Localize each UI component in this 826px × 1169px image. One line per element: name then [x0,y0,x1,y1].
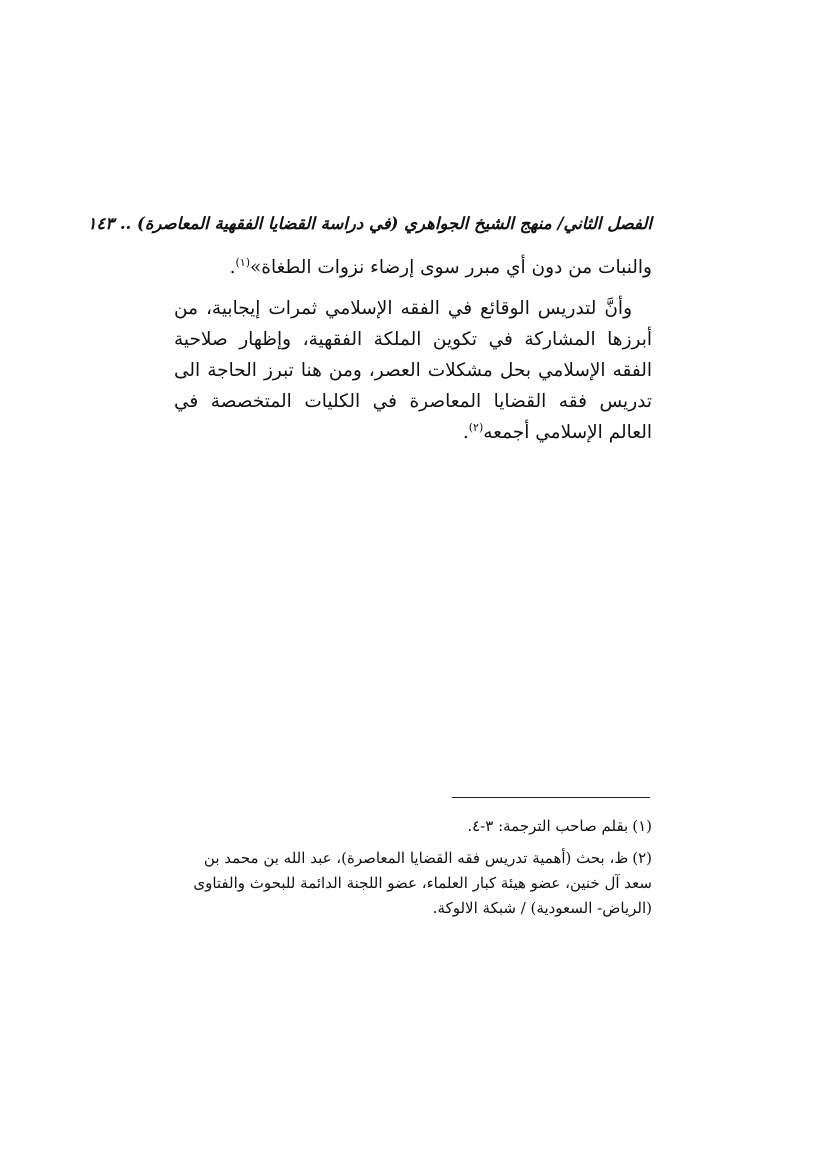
continuation-text: والنبات من دون أي مبرر سوى إرضاء نزوات الطغاة» [249,257,652,278]
footnote-text: بقلم صاحب الترجمة: ٣-٤. [467,817,629,835]
chapter-title: الفصل الثاني/ منهج الشيخ الجواهري (في دراسة القضايا الفقهية المعاصرة) .. [119,214,652,233]
sentence-end: . [229,257,236,278]
footnote-number: (٢) [632,849,652,867]
main-text [174,252,652,448]
footnote-number: (١) [632,817,652,835]
footnote-separator [452,797,650,798]
footnote-2 [174,846,652,921]
footnote-1 [174,814,652,839]
footnotes [174,814,652,928]
body-paragraph [174,293,652,448]
sentence-end: . [462,422,469,443]
paragraph-text: وأنَّ لتدريس الوقائع في الفقه الإسلامي ثمرات إيجابية، من أبرزها المشاركة في تكوين الملكة الفقهية، وإظهار صلاحية الفقه الإسلامي بحل مشكلات العصر، ومن هنا تبرز الحاجة الى تدريس فقه القضايا المعاصرة في الكليات المتخصصة في العالم الإسلامي أجمعه [174,298,652,443]
footnote-ref-1[interactable]: (١) [235,255,250,269]
footnote-ref-2[interactable]: (٢) [468,420,484,434]
running-header [87,214,652,233]
page-number: ١٤٣ [87,214,115,233]
footnote-text: ظ، بحث (أهمية تدريس فقه القضايا المعاصرة)، عبد الله بن محمد بن سعد آل خنين، عضو هيئة كبار العلماء، عضو اللجنة الدائمة للبحوث والفتاوى (الرياض- السعودية) / شبكة الالوكة. [193,849,652,917]
continuation-paragraph [174,252,652,283]
